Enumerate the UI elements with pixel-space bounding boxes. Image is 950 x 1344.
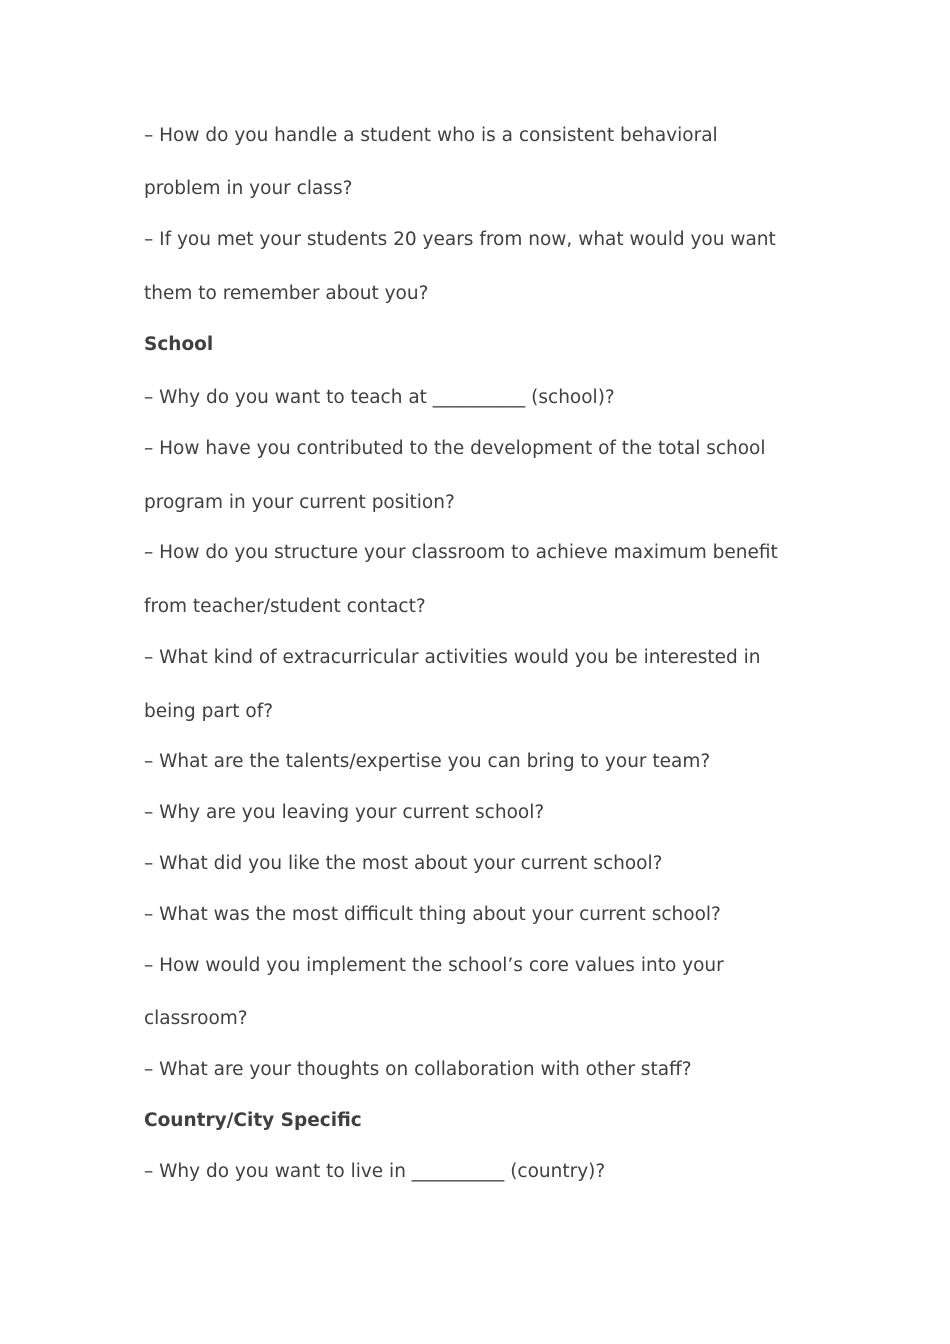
question-contributed-development-line-2: program in your current position? — [144, 492, 455, 513]
section-heading-country-city-specific: Country/City Specific — [144, 1110, 362, 1131]
question-leaving-current-school: – Why are you leaving your current school? — [144, 802, 545, 823]
question-collaboration: – What are your thoughts on collaboration with other staff? — [144, 1059, 692, 1080]
question-handle-behavioral-student-line-1: – How do you handle a student who is a consistent behavioral — [144, 125, 718, 146]
question-students-remember-line-1: – If you met your students 20 years from now, what would you want — [144, 229, 776, 250]
question-talents-expertise: – What are the talents/expertise you can bring to your team? — [144, 751, 711, 772]
question-extracurricular-line-1: – What kind of extracurricular activities would you be interested in — [144, 647, 761, 668]
question-why-teach-at-school: – Why do you want to teach at __________ (school)? — [144, 387, 615, 408]
question-core-values-line-2: classroom? — [144, 1008, 248, 1029]
question-students-remember-line-2: them to remember about you? — [144, 283, 429, 304]
section-heading-school: School — [144, 334, 214, 355]
question-handle-behavioral-student-line-2: problem in your class? — [144, 178, 353, 199]
question-liked-most: – What did you like the most about your current school? — [144, 853, 663, 874]
question-extracurricular-line-2: being part of? — [144, 701, 274, 722]
question-structure-classroom-line-2: from teacher/student contact? — [144, 596, 426, 617]
question-structure-classroom-line-1: – How do you structure your classroom to achieve maximum benefit — [144, 542, 778, 563]
question-contributed-development-line-1: – How have you contributed to the development of the total school — [144, 438, 766, 459]
question-why-live-in-country: – Why do you want to live in __________ (country)? — [144, 1161, 606, 1182]
question-core-values-line-1: – How would you implement the school’s core values into your — [144, 955, 724, 976]
question-most-difficult: – What was the most difficult thing about your current school? — [144, 904, 721, 925]
